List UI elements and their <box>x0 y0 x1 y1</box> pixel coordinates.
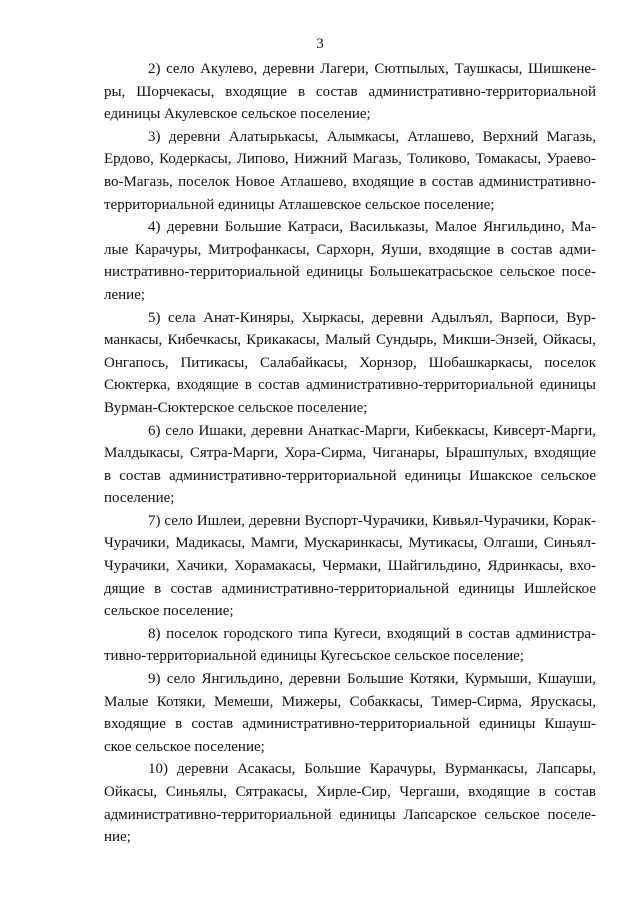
text-line: Чурачики, Хачики, Хорамакасы, Чермаки, Шайгильдино, Ядринкасы, вхо- <box>104 558 596 575</box>
text-line: Ердово, Кодеркасы, Липово, Нижний Магазь, Толиково, Томакасы, Ураево- <box>104 151 596 168</box>
text-line: 4) деревни Большие Катраси, Васильказы, Малое Янгильдино, Ма- <box>148 219 596 236</box>
text-line: 7) село Ишлеи, деревни Вуспорт-Чурачики, Кивьял-Чурачики, Корак- <box>148 512 596 529</box>
page-number: 3 <box>316 36 324 52</box>
text-line: Ойкасы, Синьялы, Сятракасы, Хирле-Сир, Чергаши, входящие в состав <box>104 784 596 800</box>
text-line: ление; <box>104 286 146 303</box>
list-item <box>104 216 596 306</box>
text-line: во-Магазь, поселок Новое Атлашево, входящие в состав административно- <box>104 173 596 190</box>
text-line: территориальной единицы Атлашевское сельское поселение; <box>104 196 495 213</box>
text-line: в состав административно-территориальной единицы Ишакское сельское <box>104 467 596 484</box>
text-line: Сюктерка, входящие в состав административно-территориальной единицы <box>104 377 596 394</box>
text-line: административно-территориальной единицы Лапсарское сельское поселе- <box>104 806 596 823</box>
list-item <box>104 307 596 420</box>
text-line: Онгапось, Питикасы, Салабайкасы, Хорнзор, Шобашкаркасы, поселок <box>104 354 596 371</box>
text-line: нистративно-территориальной единицы Большекатрасьское сельское посе- <box>104 264 596 281</box>
list-item <box>104 420 596 510</box>
text-line: манкасы, Кибечкасы, Крикакасы, Малый Сундырь, Микши-Энзей, Ойкасы, <box>104 332 596 349</box>
text-line: 6) село Ишаки, деревни Анаткас-Марги, Кибеккасы, Кивсерт-Марги, <box>148 422 596 439</box>
text-line: поселение; <box>104 490 175 507</box>
text-line: Чурачики, Мадикасы, Мамги, Мускаринкасы, Мутикасы, Олгаши, Синьял- <box>104 535 596 552</box>
text-line: 5) села Анат-Киняры, Хыркасы, деревни Адылъял, Варпоси, Вур- <box>148 309 596 326</box>
text-line: единицы Акулевское сельское поселение; <box>104 106 371 123</box>
document-body <box>104 58 596 849</box>
list-item <box>104 58 596 126</box>
text-line: 2) село Акулево, деревни Лагери, Сютпылых, Таушкасы, Шишкене- <box>148 61 596 77</box>
text-line: сельское поселение; <box>104 603 234 620</box>
list-item <box>104 510 596 623</box>
text-line: лые Карачуры, Митрофанкасы, Сархорн, Яуши, входящие в состав адми- <box>104 241 596 258</box>
text-line: дящие в состав административно-территориальной единицы Ишлейское <box>104 580 596 597</box>
text-line: тивно-территориальной единицы Кугесьское сельское поселение; <box>104 648 524 665</box>
text-line: 8) поселок городского типа Кугеси, входящий в состав администра- <box>148 625 596 642</box>
text-line: ры, Шорчекасы, входящие в состав административно-территориальной <box>104 83 596 100</box>
text-line: 3) деревни Алатырькасы, Алымкасы, Атлашево, Верхний Магазь, <box>148 128 596 145</box>
text-line: ние; <box>104 829 131 846</box>
list-item <box>104 623 596 668</box>
text-line: ское сельское поселение; <box>104 738 265 755</box>
text-line: Малдыкасы, Сятра-Марги, Хора-Сирма, Чиганары, Ырашпулых, входящие <box>104 445 596 462</box>
text-line: 10) деревни Асакасы, Большие Карачуры, Вурманкасы, Лапсары, <box>148 761 596 778</box>
text-line: входящие в состав административно-территориальной единицы Кшауш- <box>104 716 596 733</box>
text-line: Вурман-Сюктерское сельское поселение; <box>104 399 368 416</box>
list-item <box>104 758 596 848</box>
text-line: Малые Котяки, Мемеши, Мижеры, Собаккасы, Тимер-Сирма, Ярускасы, <box>104 693 596 710</box>
list-item <box>104 126 596 216</box>
text-line: 9) село Янгильдино, деревни Большие Котяки, Курмыши, Кшауши, <box>148 671 596 688</box>
list-item <box>104 668 596 758</box>
